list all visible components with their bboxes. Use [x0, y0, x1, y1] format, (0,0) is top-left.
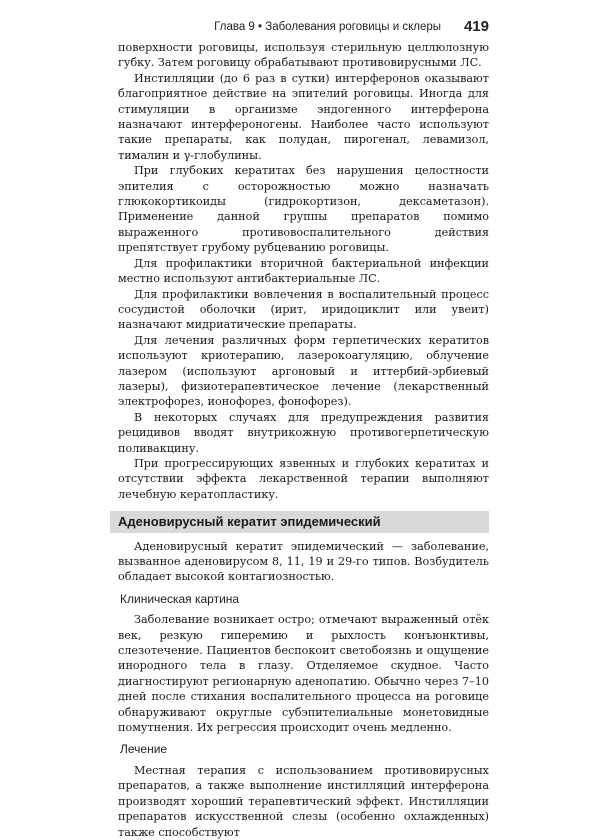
- treatment-paragraph: Местная терапия с использованием противовирусных препаратов, а также выполнение инстилляций интерферона производят хороший терапевтический эффект. Инстилляции препаратов искусственной слезы (особенно охлажденных) также способствуют: [118, 763, 489, 839]
- paragraph: При глубоких кератитах без нарушения целостности эпителия с осторожностью можно назначать глюкокортикоиды (гидрокортизон, дексаметазон). Применение данной группы препаратов помимо выраженного противовоспалительного действия препятствует грубому рубцеванию роговицы.: [118, 164, 489, 255]
- page-body: [118, 40, 489, 840]
- subsection-heading-clinical: Клиническая картина: [120, 591, 240, 606]
- running-header: [118, 18, 489, 40]
- paragraph: При прогрессирующих язвенных и глубоких кератитах и отсутствии эффекта лекарственной терапии выполняют лечебную кератопластику.: [118, 456, 489, 501]
- paragraph: В некоторых случаях для предупреждения развития рецидивов вводят внутрикожную противогерпетическую поливакцину.: [118, 410, 489, 455]
- page-number: 419: [463, 18, 489, 35]
- book-page: [118, 18, 489, 840]
- subsection-heading-treatment: Лечение: [120, 742, 168, 757]
- paragraph: Для профилактики вторичной бактериальной инфекции местно используют антибактериальные ЛС.: [118, 256, 489, 286]
- paragraph: Для лечения различных форм герпетических кератитов используют криотерапию, лазерокоагуляцию, облучение лазером (используют аргоновый и иттербий-эрбиевый лазеры), физиотерапевтическое лечение (лекарственный электрофорез, ионофорез, фонофорез).: [118, 333, 489, 409]
- paragraph: Инстилляции (до 6 раз в сутки) интерферонов оказывают благоприятное действие на эпителий роговицы. Иногда для стимуляции в организме эндогенного интерферона назначают интерфероногены. Наиболее часто используют такие препараты, как полудан, пирогенал, левамизол, тималин и γ-глобулины.: [118, 71, 489, 162]
- chapter-title: Глава 9 • Заболевания роговицы и склеры: [214, 21, 441, 33]
- section-intro: Аденовирусный кератит эпидемический — заболевание, вызванное аденовирусом 8, 11, 19 и 29-го типов. Возбудитель обладает высокой контагиозностью.: [118, 539, 489, 584]
- clinical-paragraph: Заболевание возникает остро; отмечают выраженный отёк век, резкую гиперемию и рыхлость конъюнктивы, слезотечение. Пациентов беспокоит светобоязнь и ощущение инородного тела в глазу. Отделяемое скудное. Часто диагностируют регионарную аденопатию. Обычно через 7–10 дней после стихания воспалительного процесса на роговице обнаруживают округлые субэпителиальные монетовидные помутнения. Их регрессия происходит очень медленно.: [118, 613, 489, 735]
- paragraph: Для профилактики вовлечения в воспалительный процесс сосудистой оболочки (ирит, иридоциклит или увеит) назначают мидриатические препараты.: [118, 287, 489, 332]
- paragraph: поверхности роговицы, используя стерильную целлюлозную губку. Затем роговицу обрабатывают противовирусными ЛС.: [118, 41, 489, 70]
- section-heading: Аденовирусный кератит эпидемический: [110, 511, 489, 532]
